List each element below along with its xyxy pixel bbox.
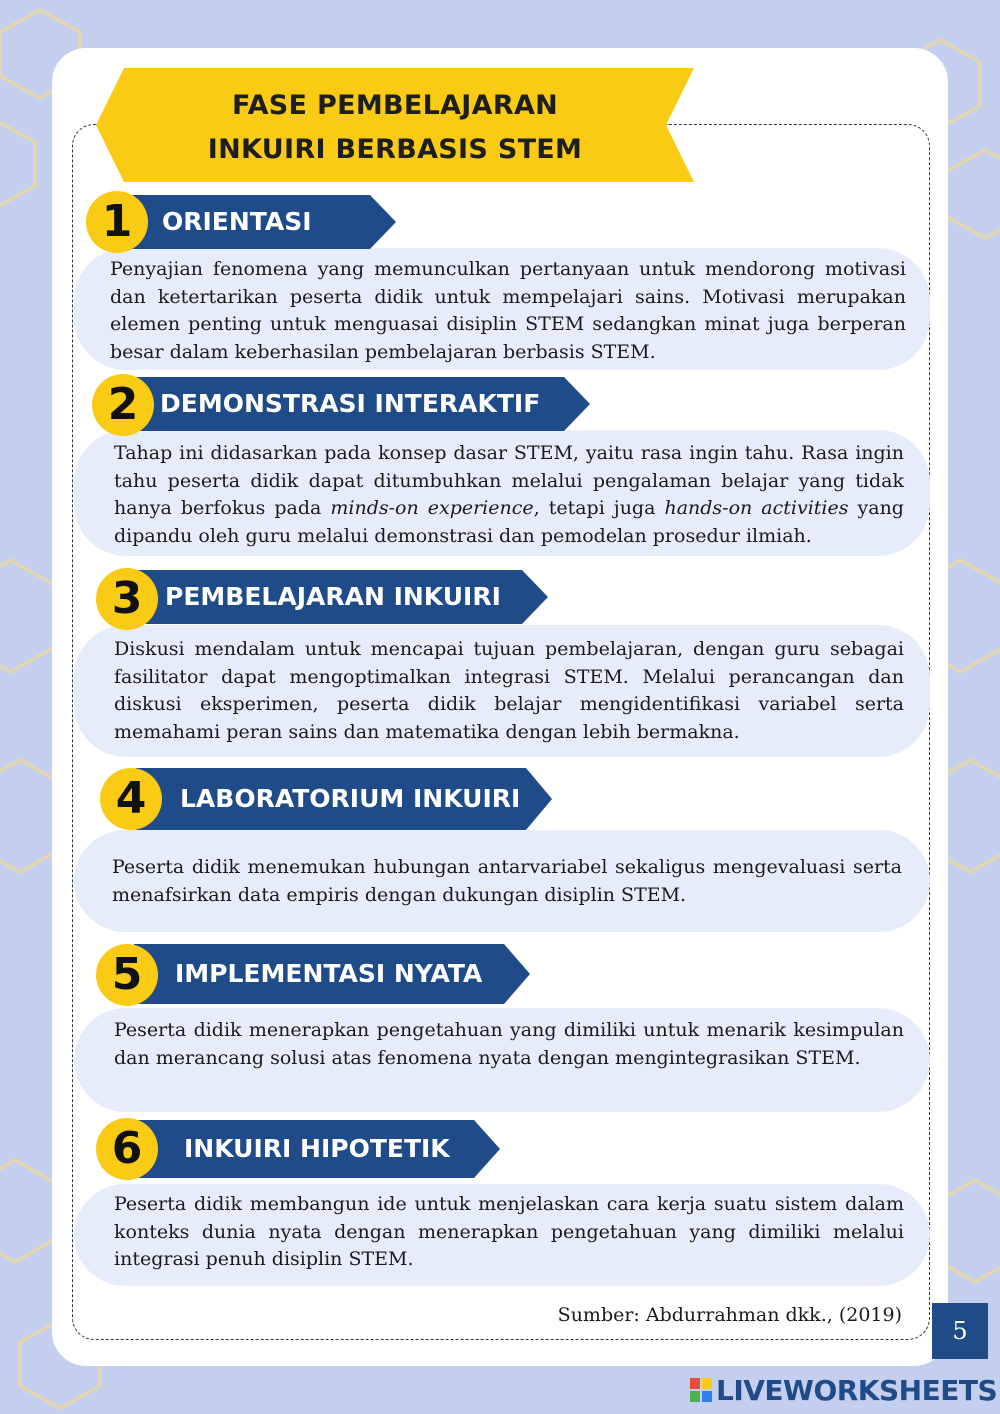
phase-number-badge: 1 — [86, 191, 148, 253]
phase-description: Peserta didik menerapkan pengetahuan yang dimiliki untuk menarik kesimpulan dan merancang solusi atas fenomena nyata dengan mengintegrasikan STEM. — [114, 1019, 904, 1069]
title-line-2: INKUIRI BERBASIS STEM — [207, 134, 583, 165]
brand-name: LIVEWORKSHEETS — [716, 1373, 998, 1407]
phase-description — [114, 440, 904, 550]
phase-description: Penyajian fenomena yang memunculkan pertanyaan untuk mendorong motivasi dan ketertarikan peserta didik untuk mempelajari sains. Motivasi merupakan elemen penting untuk menguasai disiplin STEM sedangkan minat juga berperan besar dalam keberhasilan pembelajaran berbasis STEM. — [110, 258, 906, 363]
phase-number-badge: 2 — [92, 374, 154, 436]
source-citation: Sumber: Abdurrahman dkk., (2019) — [557, 1304, 902, 1326]
phase-number-badge: 5 — [96, 944, 158, 1006]
phase-label: DEMONSTRASI INTERAKTIF — [160, 389, 541, 418]
italic-term: hands-on activities — [664, 497, 849, 520]
phase-label: PEMBELAJARAN INKUIRI — [165, 582, 501, 611]
phase-description: Diskusi mendalam untuk mencapai tujuan pembelajaran, dengan guru sebagai fasilitator dapat mengoptimalkan integrasi STEM. Melalui perancangan dan diskusi eksperimen, peserta didik belajar mengidentifikasi variabel serta memahami peran sains dan matematika dengan lebih bermakna. — [114, 638, 904, 743]
phase-description: Peserta didik membangun ide untuk menjelaskan cara kerja suatu sistem dalam konteks dunia nyata dengan menerapkan pengetahuan yang dimiliki melalui integrasi penuh disiplin STEM. — [114, 1193, 904, 1271]
phase-label: INKUIRI HIPOTETIK — [184, 1134, 450, 1163]
liveworksheets-logo — [690, 1374, 997, 1406]
page-title — [96, 84, 694, 172]
phase-label: ORIENTASI — [162, 207, 312, 236]
phase-label: LABORATORIUM INKUIRI — [180, 784, 521, 813]
text-segment: yang dipandu oleh guru melalui demonstrasi dan pemodelan prosedur ilmiah. — [114, 497, 904, 547]
page-number: 5 — [932, 1303, 988, 1359]
text-segment: Tahap ini didasarkan pada konsep dasar STEM, yaitu rasa ingin tahu. Rasa ingin tahu peserta didik dapat ditumbuhkan melalui pengalaman belajar yang tidak hanya berfokus pada — [114, 442, 904, 520]
phase-description: Peserta didik menemukan hubungan antarvariabel sekaligus mengevaluasi serta menafsirkan data empiris dengan dukungan disiplin STEM. — [112, 856, 902, 906]
phase-label: IMPLEMENTASI NYATA — [175, 959, 483, 988]
liveworksheets-icon — [690, 1378, 712, 1402]
italic-term: minds-on experience — [330, 497, 534, 520]
text-segment: , tetapi juga — [533, 497, 665, 520]
phase-number-badge: 3 — [96, 568, 158, 630]
phase-number-badge: 6 — [96, 1118, 158, 1180]
phase-number-badge: 4 — [100, 768, 162, 830]
title-line-1: FASE PEMBELAJARAN — [231, 90, 559, 121]
